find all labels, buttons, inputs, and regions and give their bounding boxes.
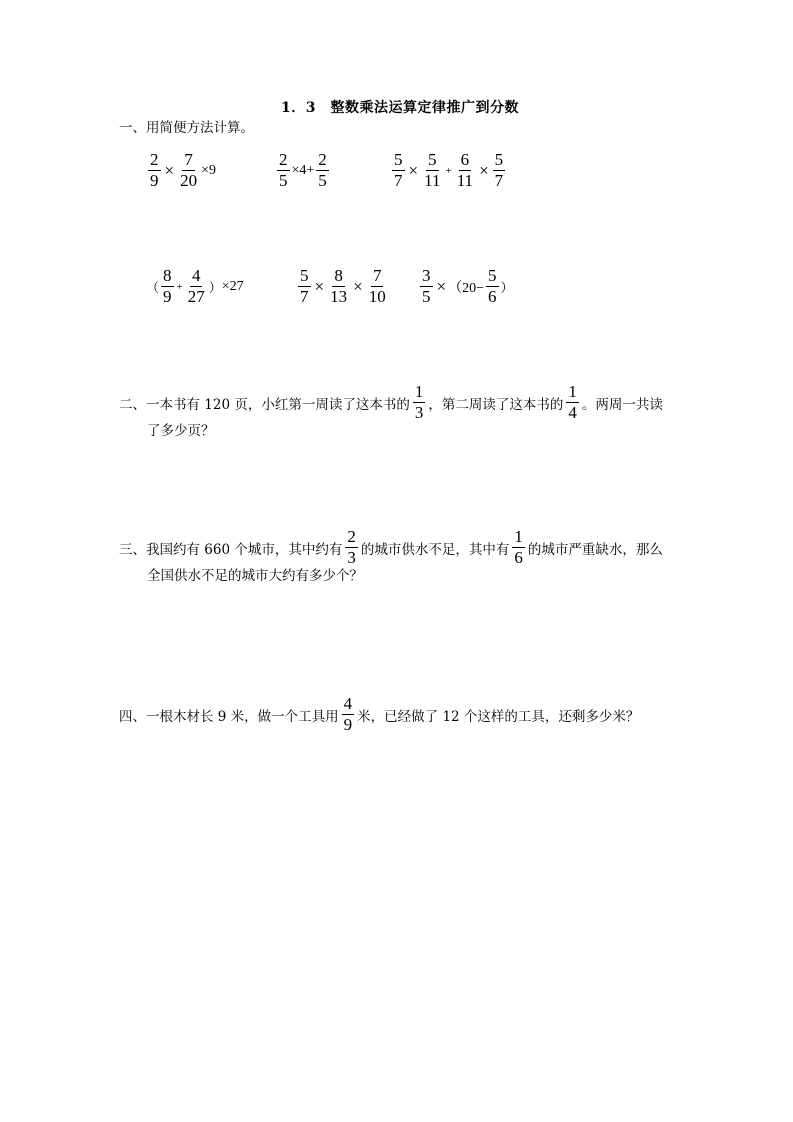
page-title: 1．3 整数乘法运算定律推广到分数 bbox=[281, 100, 519, 116]
operand-text: ×4+ bbox=[291, 162, 315, 178]
expression-2-2 bbox=[296, 266, 390, 307]
operator: + bbox=[445, 164, 452, 177]
question-2 bbox=[119, 382, 663, 423]
open-paren: （20− bbox=[448, 280, 484, 296]
fraction: $\frac{3}{5}$ bbox=[422, 266, 431, 306]
operator: × bbox=[436, 276, 447, 296]
operator: × bbox=[314, 276, 325, 296]
question-3-text: 三、我国约有 660 个城市，其中约有 bbox=[119, 541, 343, 558]
section1-heading: 一、用简便方法计算。 bbox=[119, 120, 254, 136]
fraction: $\frac{2}{9}$ bbox=[150, 150, 159, 190]
fraction: $\frac{5}{7}$ bbox=[394, 150, 403, 190]
fraction: $\frac{7}{20}$ bbox=[180, 150, 198, 190]
expression-1-2 bbox=[275, 150, 331, 191]
question-2-line2: 了多少页？ bbox=[147, 423, 215, 439]
operator: × bbox=[353, 276, 363, 296]
question-2-text: ，第二周读了这本书的 bbox=[428, 396, 564, 413]
fraction: $\frac{4}{27}$ bbox=[187, 266, 205, 306]
question-2-text: 二、一本书有 120 页，小红第一周读了这本书的 bbox=[119, 396, 410, 413]
question-2-text: 。两周一共读 bbox=[581, 396, 663, 413]
fraction: $\frac{5}{7}$ bbox=[300, 266, 309, 306]
fraction: $\frac{8}{9}$ bbox=[163, 266, 172, 306]
expression-1-1 bbox=[146, 150, 216, 191]
fraction: $\frac{2}{3}$ bbox=[347, 527, 356, 567]
question-3-text: 的城市供水不足，其中有 bbox=[360, 541, 510, 558]
question-4 bbox=[119, 694, 639, 735]
operator: × bbox=[164, 160, 175, 180]
close-paren: ） bbox=[208, 281, 222, 296]
fraction: $\frac{2}{5}$ bbox=[279, 150, 288, 190]
fraction: $\frac{5}{7}$ bbox=[494, 150, 504, 190]
operator: + bbox=[176, 280, 183, 293]
close-paren: ） bbox=[500, 281, 514, 296]
question-4-text: 米，已经做了 12 个这样的工具，还剩多少米？ bbox=[357, 708, 640, 725]
operand-text: ×27 bbox=[221, 278, 244, 294]
expression-1-3 bbox=[390, 150, 507, 191]
fraction: $\frac{1}{3}$ bbox=[414, 382, 424, 422]
operator: × bbox=[408, 160, 419, 180]
fraction: $\frac{8}{13}$ bbox=[330, 266, 348, 306]
question-4-text: 四、一根木材长 9 米，做一个工具用 bbox=[119, 708, 339, 725]
fraction: $\frac{1}{4}$ bbox=[568, 382, 577, 422]
operand-text: ×9 bbox=[201, 162, 216, 178]
question-3-text: 的城市严重缺水，那么 bbox=[527, 541, 663, 558]
fraction: $\frac{5}{6}$ bbox=[488, 266, 497, 306]
fraction: $\frac{4}{9}$ bbox=[343, 694, 353, 734]
fraction: $\frac{1}{6}$ bbox=[514, 527, 523, 567]
fraction: $\frac{2}{5}$ bbox=[318, 150, 327, 190]
expression-2-1 bbox=[146, 266, 244, 307]
operator: × bbox=[479, 160, 489, 180]
expression-2-3 bbox=[418, 266, 514, 307]
question-3 bbox=[119, 527, 663, 568]
fraction: $\frac{5}{11}$ bbox=[424, 150, 441, 190]
open-paren: （ bbox=[146, 281, 160, 296]
question-3-line2: 全国供水不足的城市大约有多少个？ bbox=[147, 568, 363, 584]
fraction: $\frac{6}{11}$ bbox=[456, 150, 474, 190]
fraction: $\frac{7}{10}$ bbox=[368, 266, 386, 306]
